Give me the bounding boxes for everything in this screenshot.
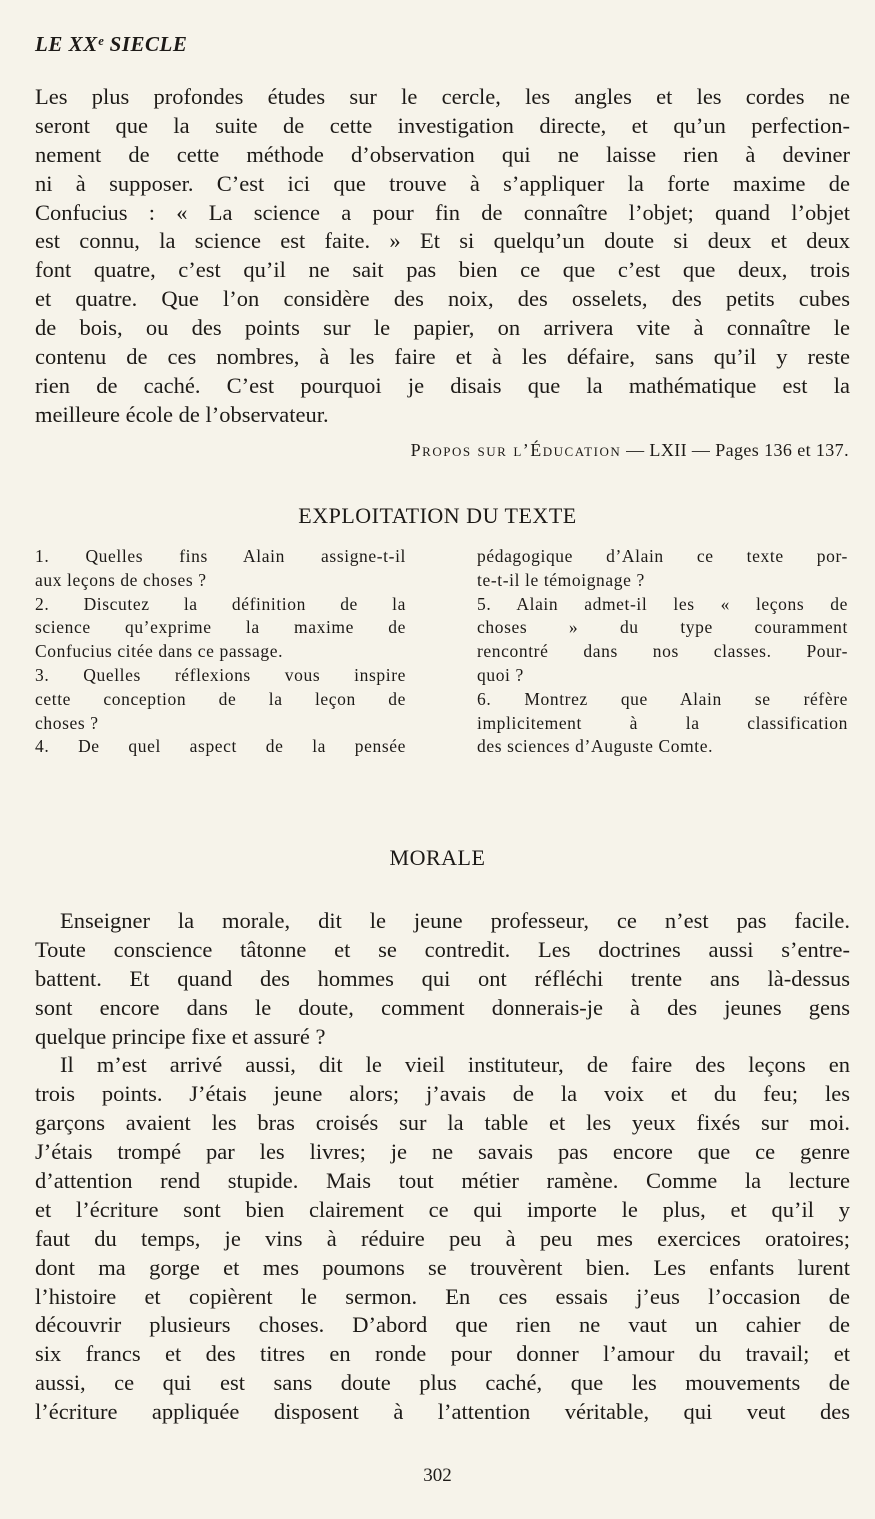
text-line: battent. Et quand des hommes qui ont réfléchi trente ans là-dessus: [35, 965, 850, 991]
text-line: dont ma gorge et mes poumons se trouvèrent bien. Les enfants lurent: [35, 1254, 850, 1280]
text-line: rencontré dans nos classes. Pour-: [477, 641, 848, 662]
source-citation: [411, 440, 849, 461]
text-line: contenu de ces nombres, à les faire et à les défaire, sans qu’il y reste: [35, 344, 850, 370]
text-line: 2. Discutez la définition de la: [35, 593, 406, 614]
text-line: l’histoire et copièrent le sermon. En ces essais j’eus l’occasion de: [35, 1283, 850, 1309]
passage-morale: [35, 907, 850, 1427]
text-line: six francs et des titres en ronde pour donner l’amour du travail; et: [35, 1341, 850, 1367]
text-line: aussi, ce qui est sans doute plus caché, que les mouvements de: [35, 1370, 850, 1396]
text-line: 3. Quelles réflexions vous inspire: [35, 664, 406, 685]
text-line: faut du temps, je vins à réduire peu à peu mes exercices oratoires;: [35, 1225, 850, 1251]
text-line: pédagogique d’Alain ce texte por-: [477, 546, 848, 566]
text-line: garçons avaient les bras croisés sur la table et les yeux fixés sur moi.: [35, 1110, 850, 1136]
text-line: choses » du type couramment: [477, 617, 848, 638]
source-reference: — LXII — Pages 136 et 137.: [621, 440, 849, 460]
text-line: quelque principe fixe et assuré ?: [35, 1023, 326, 1049]
text-line: sont encore dans le doute, comment donnerais-je à des jeunes gens: [35, 994, 850, 1020]
passage-observation: [35, 83, 850, 430]
text-line: font quatre, c’est qu’il ne sait pas bien ce que c’est que deux, trois: [35, 257, 850, 283]
text-line: et l’écriture sont bien clairement ce qui importe le plus, et qu’il y: [35, 1196, 850, 1222]
text-line: choses ?: [35, 712, 99, 733]
text-line: découvrir plusieurs choses. D’abord que rien ne vaut un cahier de: [35, 1312, 850, 1338]
text-line: l’écriture appliquée disposent à l’attention véritable, qui veut des: [35, 1399, 850, 1425]
text-line: 1. Quelles fins Alain assigne-t-il: [35, 546, 406, 566]
text-line: des sciences d’Auguste Comte.: [477, 736, 714, 757]
text-line: ni à supposer. C’est ici que trouve à s’appliquer la forte maxime de: [35, 170, 850, 196]
text-line: seront que la suite de cette investigation directe, et qu’un perfection-: [35, 112, 850, 138]
questions-left-column: [35, 545, 406, 759]
text-line: quoi ?: [477, 664, 524, 685]
text-line: implicitement à la classification: [477, 712, 848, 733]
text-line: Les plus profondes études sur le cercle, les angles et les cordes ne: [35, 84, 850, 109]
text-line: d’attention rend stupide. Mais tout métier ramène. Comme la lecture: [35, 1168, 850, 1194]
source-work: Propos sur l’Éducation: [410, 440, 622, 460]
text-line: 5. Alain admet-il les « leçons de: [477, 593, 848, 614]
text-line: Confucius citée dans ce passage.: [35, 641, 284, 662]
text-line: de bois, ou des points sur le papier, on arrivera vite à connaître le: [35, 315, 850, 341]
text-line: Enseigner la morale, dit le jeune professeur, ce n’est pas facile.: [60, 908, 850, 933]
text-line: meilleure école de l’observateur.: [35, 401, 329, 427]
text-line: Il m’est arrivé aussi, dit le vieil instituteur, de faire des leçons en: [60, 1052, 850, 1078]
text-line: te-t-il le témoignage ?: [477, 569, 645, 590]
text-line: J’étais trompé par les livres; je ne savais pas encore que ce genre: [35, 1139, 850, 1165]
text-line: Toute conscience tâtonne et se contredit. Les doctrines aussi s’entre-: [35, 936, 850, 962]
morale-title: MORALE: [389, 845, 486, 870]
questions-right-column: [477, 545, 848, 759]
text-line: et quatre. Que l’on considère des noix, des osselets, des petits cubes: [35, 286, 850, 312]
text-line: cette conception de la leçon de: [35, 688, 406, 709]
text-line: est connu, la science est faite. » Et si quelqu’un doute si deux et deux: [35, 228, 850, 254]
text-line: science qu’exprime la maxime de: [35, 617, 406, 638]
text-line: 6. Montrez que Alain se réfère: [477, 688, 848, 709]
text-line: 4. De quel aspect de la pensée: [35, 736, 406, 757]
text-line: rien de caché. C’est pourquoi je disais que la mathématique est la: [35, 372, 850, 398]
text-line: aux leçons de choses ?: [35, 569, 207, 590]
page-number: 302: [423, 1465, 452, 1486]
exploitation-title: EXPLOITATION DU TEXTE: [298, 503, 577, 528]
running-header: LE XXᵉ SIECLE: [35, 32, 188, 56]
text-line: Confucius : « La science a pour fin de connaître l’objet; quand l’objet: [35, 199, 850, 225]
text-line: nement de cette méthode d’observation qui ne laisse rien à deviner: [35, 141, 850, 167]
text-line: trois points. J’étais jeune alors; j’avais de la voix et du feu; les: [35, 1081, 850, 1107]
